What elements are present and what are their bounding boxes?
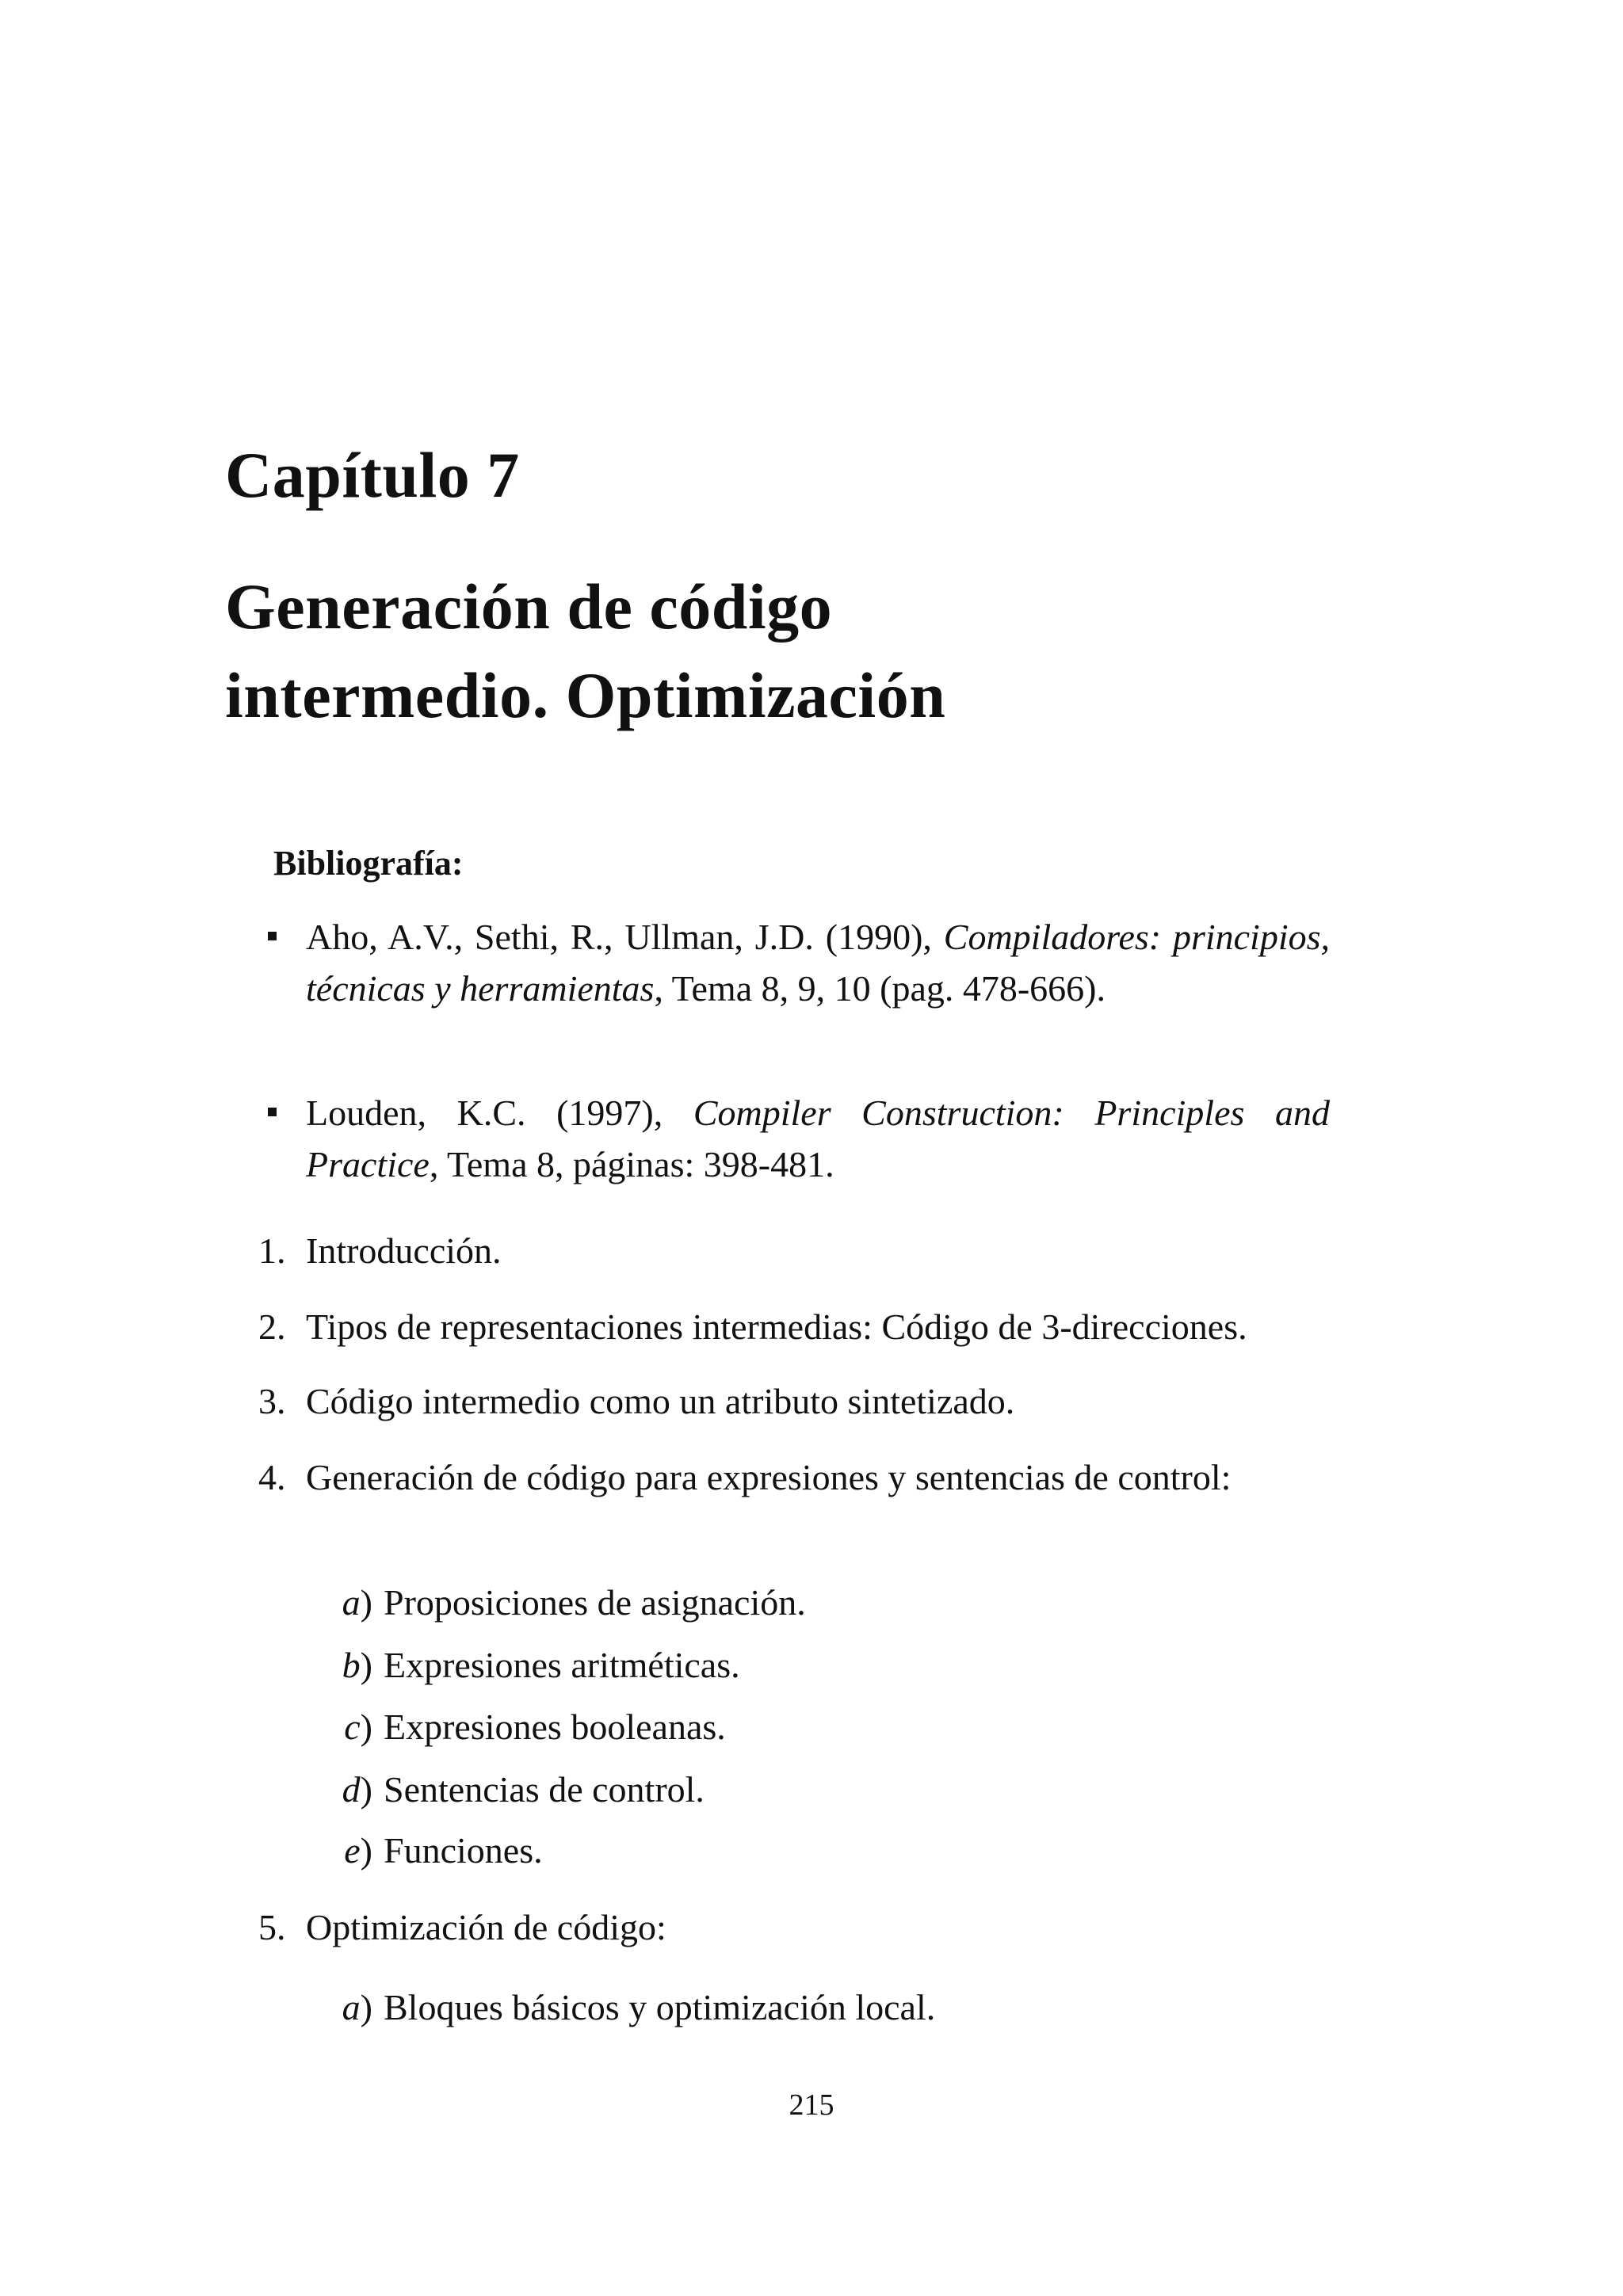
contents-subitem xyxy=(301,1981,1331,2033)
contents-subitem xyxy=(301,1701,1331,1753)
contents-subitem-letter: a) xyxy=(342,1987,372,2027)
subitem-letter-text: d xyxy=(342,1769,361,1810)
contents-subitem xyxy=(301,1764,1331,1815)
contents-item-text: Código intermedio como un atributo sintetizado. xyxy=(306,1381,1015,1421)
bullet-square-icon xyxy=(268,932,277,940)
contents-item xyxy=(238,1901,1387,1953)
subitem-letter-text: b xyxy=(342,1645,361,1685)
contents-subitem-letter: a) xyxy=(342,1582,372,1623)
bibliography-details: , Tema 8, 9, 10 (pag. 478-666). xyxy=(654,968,1106,1009)
contents-item-number: 2. xyxy=(258,1306,286,1347)
contents-subitem-letter: b) xyxy=(342,1645,372,1685)
subitem-letter-text: c xyxy=(344,1707,361,1747)
bibliography-work-title: Compiladores: principios, técnicas y herramientas xyxy=(306,917,1331,1009)
contents-item-number: 4. xyxy=(258,1457,286,1497)
contents-subitem-text: Sentencias de control. xyxy=(384,1769,705,1810)
contents-item-number: 3. xyxy=(258,1381,286,1421)
bibliography-item xyxy=(268,911,1330,1014)
bibliography-item xyxy=(268,1087,1330,1190)
contents-item-text: Optimización de código: xyxy=(306,1907,666,1947)
page-number: 215 xyxy=(789,2088,834,2122)
contents-item-text: Introducción. xyxy=(306,1230,502,1271)
contents-item-number: 5. xyxy=(258,1907,286,1947)
bibliography-entry xyxy=(306,1087,1330,1190)
contents-item xyxy=(238,1301,1387,1352)
subitem-letter-text: a xyxy=(342,1987,361,2027)
bullet-square-icon xyxy=(268,1108,277,1116)
contents-subitem xyxy=(301,1639,1331,1691)
chapter-title-line-2: intermedio. Optimización xyxy=(225,659,946,731)
contents-subitem-text: Expresiones booleanas. xyxy=(384,1707,726,1747)
contents-item xyxy=(238,1225,1387,1276)
contents-item xyxy=(238,1451,1331,1503)
bibliography-authors: Louden, K.C. (1997), xyxy=(306,1093,693,1133)
contents-subitem-text: Bloques básicos y optimización local. xyxy=(384,1987,936,2027)
contents-subitem-text: Expresiones aritméticas. xyxy=(384,1645,740,1685)
contents-subitem-text: Funciones. xyxy=(384,1830,543,1871)
contents-item-text: Tipos de representaciones intermedias: Código de 3-direcciones. xyxy=(306,1306,1247,1347)
bibliography-heading: Bibliografía: xyxy=(273,844,464,883)
contents-item xyxy=(238,1375,1387,1427)
chapter-title-line-1: Generación de código xyxy=(225,570,833,643)
chapter-label: Capítulo 7 xyxy=(225,439,520,511)
contents-subitem-letter: e) xyxy=(344,1830,372,1871)
chapter-title xyxy=(225,563,1414,740)
subitem-letter-text: a xyxy=(342,1582,361,1623)
contents-subitem-letter: d) xyxy=(342,1769,372,1810)
bibliography-details: , Tema 8, páginas: 398-481. xyxy=(429,1144,834,1184)
contents-item-number: 1. xyxy=(258,1230,286,1271)
bibliography-work-title: Compiler Construction: Principles and Practice xyxy=(306,1093,1330,1184)
bibliography-authors: Aho, A.V., Sethi, R., Ullman, J.D. (1990), xyxy=(306,917,944,957)
contents-item-text: Generación de código para expresiones y sentencias de control: xyxy=(306,1457,1232,1497)
contents-subitem xyxy=(301,1577,1331,1628)
contents-subitem-text: Proposiciones de asignación. xyxy=(384,1582,806,1623)
bibliography-entry xyxy=(306,911,1330,1014)
subitem-letter-text: e xyxy=(344,1830,361,1871)
contents-subitem xyxy=(301,1825,1331,1876)
contents-subitem-letter: c) xyxy=(344,1707,372,1747)
